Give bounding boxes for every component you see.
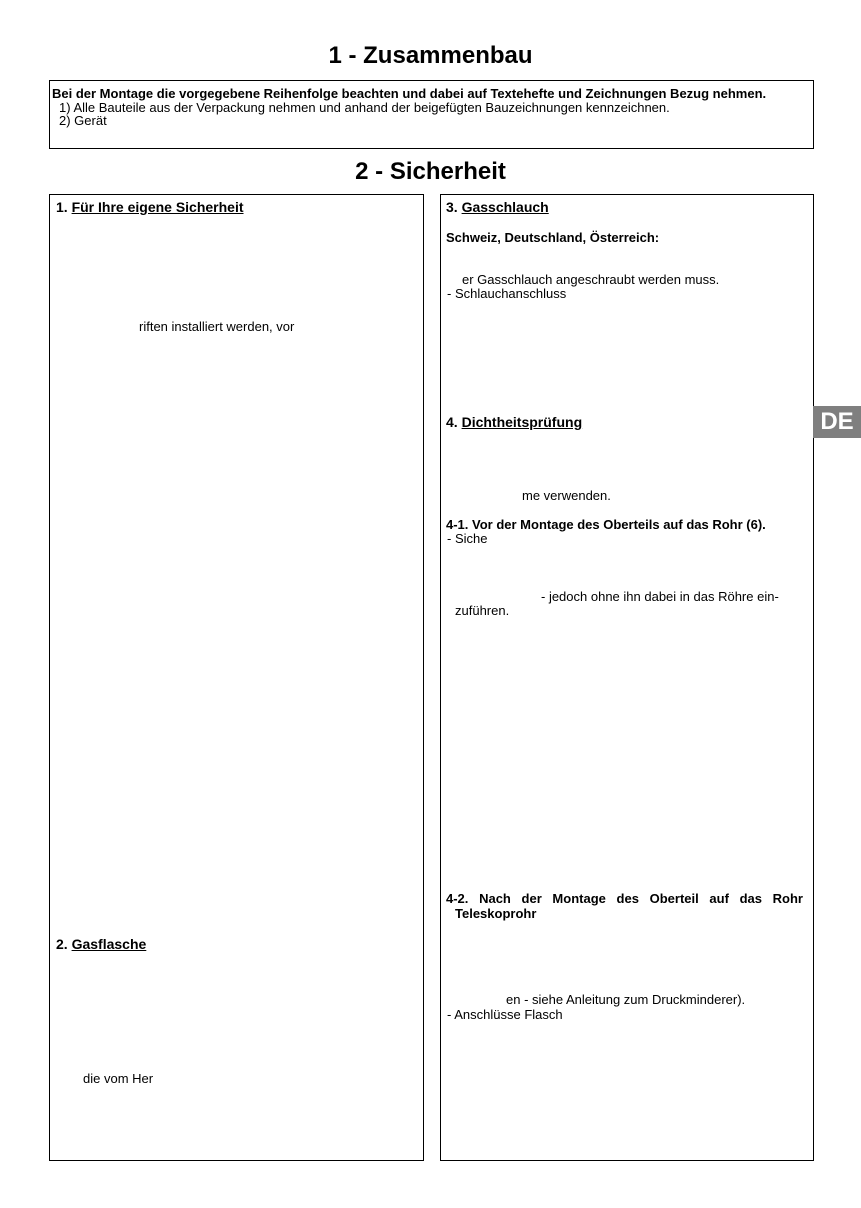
text-fragment: die vom Her [83, 1071, 154, 1086]
safety-right-column [440, 194, 814, 1161]
text-fragment: - Schlauchanschluss [447, 286, 567, 301]
subheading-4-2-cont: Teleskoprohr [455, 906, 537, 921]
heading-text: Für Ihre eigene Sicherheit [71, 199, 244, 215]
heading-number: 2. [56, 936, 68, 952]
heading-number: 3. [446, 199, 458, 215]
heading-leak-test [446, 414, 582, 430]
text-fragment: - Anschlüsse Flasch [447, 1007, 563, 1022]
text-fragment: - jedoch ohne ihn dabei in das Röhre ein- [541, 589, 779, 604]
subheading-4-2 [446, 891, 803, 906]
heading-text: Dichtheitsprüfung [461, 414, 583, 430]
text-fragment: en - siehe Anleitung zum Druckminderer). [506, 992, 746, 1007]
section-2-title: 2 - Sicherheit [355, 158, 506, 185]
subheading-4-2-line: 4-2. Nach der Montage des Oberteil auf das Rohr [446, 891, 803, 906]
assembly-step-2: 2) Gerät [59, 113, 107, 128]
text-fragment: riften installiert werden, vor [139, 319, 295, 334]
heading-gas-bottle [56, 936, 146, 952]
text-fragment: er Gasschlauch angeschraubt werden muss. [462, 272, 720, 287]
text-fragment: me verwenden. [522, 488, 611, 503]
text-fragment: - Siche [447, 531, 488, 546]
assembly-step-1: 1) Alle Bauteile aus der Verpackung nehmen und anhand der beigefügten Bauzeichnungen kennzeichnen. [59, 100, 670, 115]
heading-own-safety [56, 199, 244, 215]
safety-left-column [49, 194, 424, 1161]
assembly-intro: Bei der Montage die vorgegebene Reihenfolge beachten und dabei auf Textehefte und Zeichnungen Bezug nehmen. [52, 86, 767, 101]
heading-gas-hose [446, 199, 549, 215]
assembly-box [49, 80, 814, 149]
language-tab: DE [813, 406, 861, 438]
countries-label: Schweiz, Deutschland, Österreich: [446, 230, 660, 245]
section-1-title: 1 - Zusammenbau [328, 42, 533, 69]
heading-text: Gasflasche [71, 936, 147, 952]
heading-number: 1. [56, 199, 68, 215]
text-fragment: zuführen. [455, 603, 510, 618]
heading-text: Gasschlauch [461, 199, 549, 215]
heading-number: 4. [446, 414, 458, 430]
subheading-4-1: 4-1. Vor der Montage des Oberteils auf das Rohr (6). [446, 517, 766, 532]
